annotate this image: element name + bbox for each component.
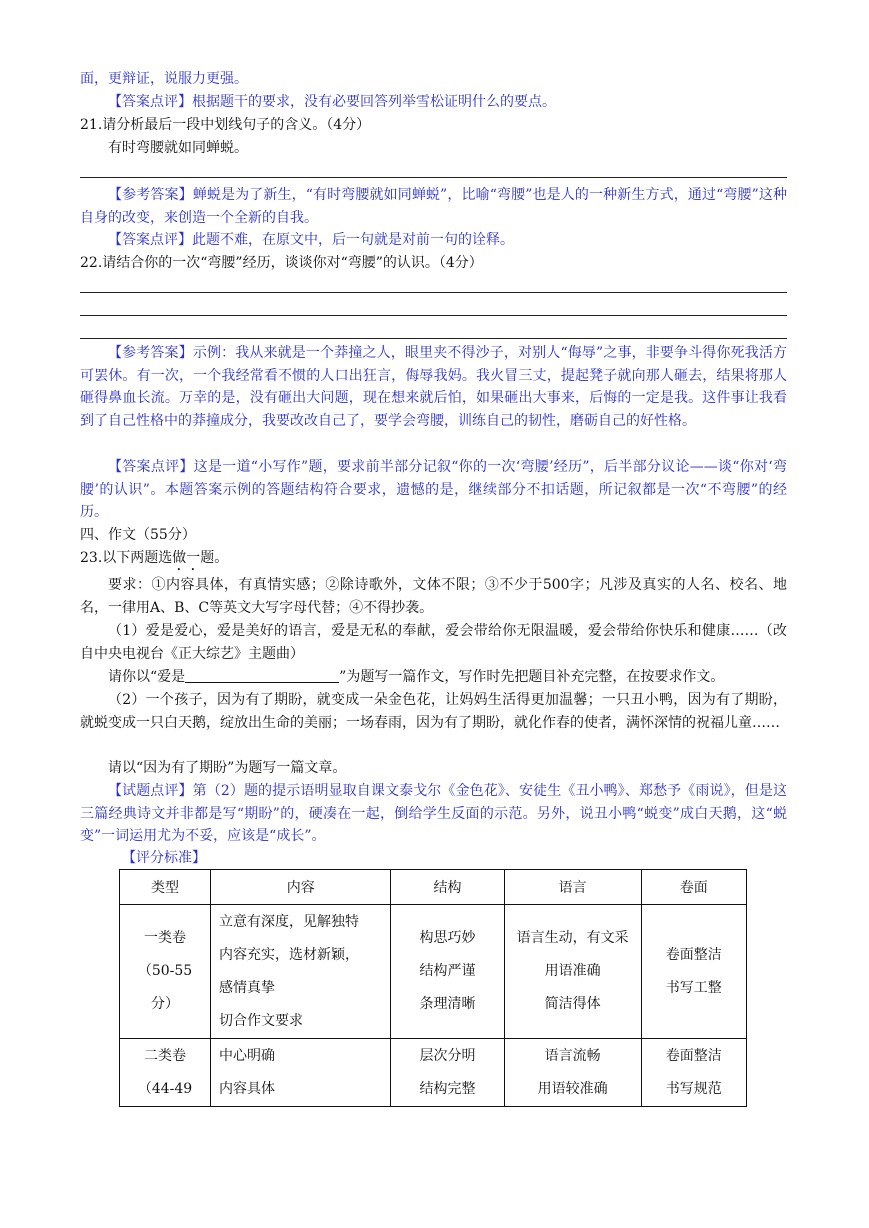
essay-topic-2: （2）一个孩子，因为有了期盼，就变成一朵金色花，让妈妈生活得更加温馨；一只丑小鸭，因为有了期盼，就蜕变成一只白天鹅，绽放出生命的美丽；一场春雨，因为有了期盼，就化作春的使者，满怀深情的祝福儿童…… bbox=[80, 692, 787, 731]
scoring-title: 【评分标准】 bbox=[122, 850, 206, 866]
cell-text: 切合作文要求 bbox=[219, 1012, 304, 1029]
type-cell bbox=[120, 905, 211, 1039]
cell-text: 分） bbox=[151, 996, 179, 1012]
reference-answer-22: 【参考答案】示例：我从来就是一个莽撞之人，眼里夹不得沙子，对别人“侮辱”之事，非要争斗得你死我活方可罢休。有一次，一个我经常看不惯的人口出狂言，侮辱我妈。我火冒三丈，提起凳子就向那人砸去，结果将那人砸得鼻血长流。万幸的是，没有砸出大问题，现在想来就后怕，如果砸出大事来，后悔的一定是我。这件事让我看到了自己性格中的莽撞成分，我要改改自己了，要学会弯腰，训练自己的韧性，磨砺自己的好性格。 bbox=[80, 345, 787, 429]
language-cell bbox=[504, 905, 641, 1039]
cell-text: 结构完整 bbox=[419, 1080, 476, 1097]
reference-answer-21: 【参考答案】蝉蜕是为了新生，“有时弯腰就如同蝉蜕”，比喻“弯腰”也是人的一种新生方式，通过“弯腰”这种自身的改变，来创造一个全新的自我。 bbox=[80, 187, 787, 226]
answer-line bbox=[80, 315, 787, 316]
section-4-heading: 四、作文（55分） bbox=[80, 527, 196, 543]
cell-text: 语言流畅 bbox=[544, 1047, 601, 1064]
answer-comment-21: 【答案点评】此题不难，在原文中，后一句就是对前一句的诠释。 bbox=[108, 232, 514, 248]
cell-text: 构思巧妙 bbox=[419, 930, 476, 946]
question-21-quote: 有时弯腰就如同蝉蜕。 bbox=[108, 140, 248, 156]
prompt-text-b: ”为题写一篇作文，写作时先把题目补充完整，在按要求作文。 bbox=[339, 669, 725, 685]
essay-topic-1-prompt bbox=[80, 666, 787, 689]
cell-text: 条理清晰 bbox=[419, 996, 476, 1012]
question-23 bbox=[80, 547, 787, 574]
question-comment: 【试题点评】第（2）题的提示语明显取自课文泰戈尔《金色花》、安徒生《丑小鸭》、郑愁予《雨说》，但是这三篇经典诗文并非都是写“期盼”的，硬凑在一起，倒给学生反面的示范。另外，说丑小鸭“蜕变”成白天鹅，这“蜕变”一词运用尤为不妥，应该是“成长”。 bbox=[80, 783, 787, 845]
cell-text: 用语较准确 bbox=[537, 1080, 608, 1097]
scoring-table bbox=[119, 869, 747, 1107]
essay-requirements: 要求：①内容具体，有真情实感；②除诗歌外，文体不限；③不少于500字；凡涉及真实的人名、校名、地名，一律用A、B、C等英文大写字母代替；④不得抄袭。 bbox=[80, 577, 787, 616]
cell-text: 简洁得体 bbox=[544, 996, 601, 1012]
answer-line bbox=[80, 177, 787, 178]
answer-comment-20: 【答案点评】根据题干的要求，没有必要回答列举雪松证明什么的要点。 bbox=[108, 94, 556, 110]
structure-cell bbox=[391, 1039, 504, 1107]
structure-cell bbox=[391, 905, 504, 1039]
answer-comment-22: 【答案点评】这是一道“小写作”题，要求前半部分记叙“你的一次‘弯腰’经历”，后半部分议论——谈“你对‘弯腰’的认识”。本题答案示例的答题结构符合要求，遗憾的是，继续部分不扣话题，所记叙都是一次“不弯腰”的经历。 bbox=[80, 459, 787, 521]
question-22: 22.请结合你的一次“弯腰”经历，谈谈你对“弯腰”的认识。（4分） bbox=[80, 255, 483, 271]
prompt-text-a: 请你以“爱是 bbox=[108, 669, 186, 685]
cell-text: 层次分明 bbox=[419, 1047, 476, 1064]
header-structure: 结构 bbox=[391, 870, 504, 905]
title-blank bbox=[185, 668, 339, 683]
cell-text: 书写工整 bbox=[665, 979, 722, 996]
question-23-text-b: 题。 bbox=[200, 550, 229, 566]
table-row bbox=[120, 1039, 747, 1107]
face-cell bbox=[641, 1039, 746, 1107]
content-cell bbox=[211, 905, 391, 1039]
language-cell bbox=[504, 1039, 641, 1107]
table-row bbox=[120, 905, 747, 1039]
cell-text: 内容具体 bbox=[219, 1080, 276, 1097]
cell-text: 书写规范 bbox=[665, 1080, 722, 1097]
header-language: 语言 bbox=[504, 870, 641, 905]
essay-topic-1: （1）爱是爱心，爱是美好的语言，爱是无私的奉献，爱会带给你无限温暖，爱会带给你快乐和健康……（改自中央电视台《正大综艺》主题曲） bbox=[80, 623, 787, 662]
face-cell bbox=[641, 905, 746, 1039]
question-23-text-a: 23.以下两题选 bbox=[80, 550, 173, 566]
header-type: 类型 bbox=[120, 870, 211, 905]
table-header-row bbox=[120, 870, 747, 905]
cell-text: 感情真挚 bbox=[219, 979, 276, 996]
cell-text: （50-55 bbox=[137, 963, 193, 979]
question-21: 21.请分析最后一段中划线句子的含义。（4分） bbox=[80, 117, 371, 133]
content-cell bbox=[211, 1039, 391, 1107]
answer-line bbox=[80, 338, 787, 339]
question-23-emphasis: 做一 bbox=[172, 550, 201, 566]
cell-text: 二类卷 bbox=[144, 1047, 186, 1064]
answer-line bbox=[80, 292, 787, 293]
type-cell bbox=[120, 1039, 211, 1107]
answer-continuation: 面，更辩证，说服力更强。 bbox=[80, 71, 248, 87]
essay-topic-2-prompt: 请以“因为有了期盼”为题写一篇文章。 bbox=[108, 760, 347, 776]
header-content: 内容 bbox=[211, 870, 391, 905]
cell-text: 一类卷 bbox=[144, 930, 186, 946]
cell-text: 内容充实，选材新颖， bbox=[219, 946, 360, 963]
header-face: 卷面 bbox=[641, 870, 746, 905]
cell-text: 卷面整洁 bbox=[665, 1047, 722, 1064]
cell-text: （44-49 bbox=[137, 1080, 193, 1097]
cell-text: 结构严谨 bbox=[419, 963, 476, 979]
cell-text: 立意有深度，见解独特 bbox=[219, 913, 360, 930]
cell-text: 用语准确 bbox=[544, 963, 601, 979]
cell-text: 中心明确 bbox=[219, 1047, 276, 1064]
cell-text: 语言生动，有文采 bbox=[516, 930, 629, 946]
cell-text: 卷面整洁 bbox=[665, 946, 722, 963]
